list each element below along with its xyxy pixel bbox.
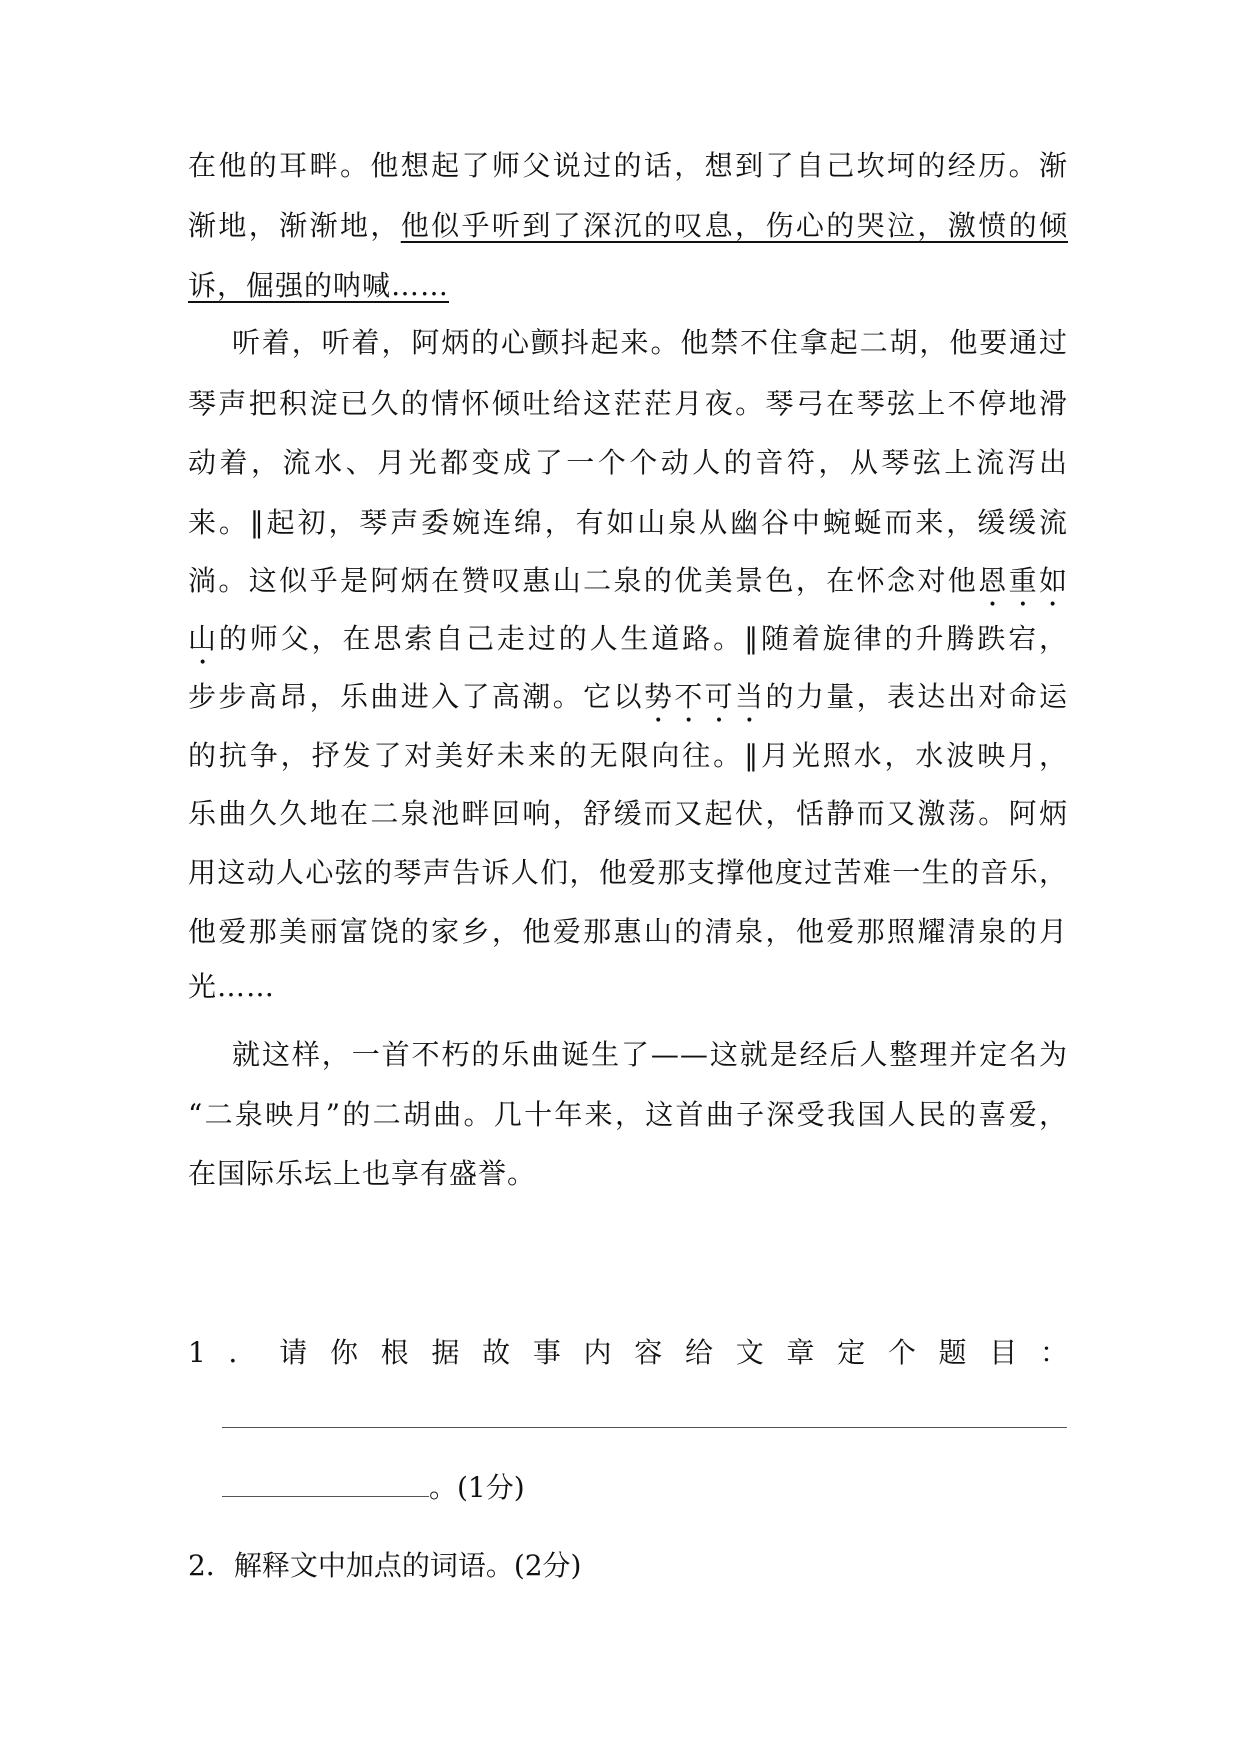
passage-line (188, 1095, 1068, 1135)
text-run: 的力量，表达出对命运 (765, 680, 1068, 713)
text-run: 琴声把积淀已久的情怀倾吐给这茫茫月夜。琴弓在琴弦上不停地滑 (188, 387, 1068, 420)
passage-line (188, 146, 1068, 186)
text-run: 乐曲久久地在二泉池畔回响，舒缓而又起伏，恬静而又激荡。阿炳 (188, 797, 1068, 830)
text-run: 就这样，一首不朽的乐曲诞生了——这就是经后人整理并定名为 (232, 1038, 1068, 1071)
answer-line[interactable] (222, 1427, 1067, 1428)
passage-line (188, 853, 1068, 893)
text-run: 听着，听着，阿炳的心颤抖起来。他禁不住拿起二胡，他要通过 (232, 326, 1068, 359)
underlined-sentence: 他似乎听到了深沉的叹息，伤心的哭泣，激愤的倾 (400, 209, 1068, 242)
passage-line (188, 736, 1068, 776)
text-run: 渐地，渐渐地， (188, 209, 401, 242)
dotted-word: 山 (188, 622, 219, 655)
question-1: 1．请你根据故事内容给文章定个题目： (188, 1336, 1068, 1369)
text-run: 动着，流水、月光都变成了一个个动人的音符，从琴弦上流泻出 (188, 446, 1068, 479)
passage-line (232, 1035, 1068, 1075)
passage-line (188, 794, 1068, 834)
text-run: 的师父，在思索自己走过的人生道路。‖随着旋律的升腾跌宕， (218, 622, 1068, 655)
passage-line (232, 323, 1068, 363)
text-run: 在国际乐坛上也享有盛誉。 (188, 1157, 537, 1190)
text-run: 用这动人心弦的琴声告诉人们，他爱那支撑他度过苦难一生的音乐， (188, 856, 1068, 889)
passage-line (188, 443, 1068, 483)
passage-line (188, 561, 1068, 613)
passage-line (188, 967, 1068, 1007)
answer-line-2 (222, 1466, 525, 1508)
passage-line (188, 266, 1068, 306)
text-run: 步步高昂，乐曲进入了高潮。它以 (188, 680, 644, 713)
text-run: 淌。这似乎是阿炳在赞叹惠山二泉的优美景色，在怀念对他 (188, 564, 979, 597)
question-2: 2．解释文中加点的词语。(2分) (188, 1549, 582, 1582)
underlined-sentence: 诉，倔强的呐喊…… (188, 269, 450, 302)
passage-line (188, 206, 1068, 246)
passage-line (188, 677, 1068, 729)
answer-blank[interactable] (222, 1466, 429, 1497)
dotted-word: 恩重如 (978, 564, 1068, 597)
passage-line (188, 384, 1068, 424)
dotted-word: 势不可当 (643, 680, 766, 713)
text-run: 光…… (188, 970, 276, 1003)
passage-line (188, 503, 1068, 543)
text-run: “二泉映月”的二胡曲。几十年来，这首曲子深受我国人民的喜爱， (188, 1098, 1068, 1131)
text-run: 在他的耳畔。他想起了师父说过的话，想到了自己坎坷的经历。渐 (188, 149, 1068, 182)
passage-line (188, 619, 1068, 671)
passage-line (188, 1154, 1068, 1194)
text-run: 的抗争，抒发了对美好未来的无限向往。‖月光照水，水波映月， (188, 739, 1068, 772)
text-run: 来。‖起初，琴声委婉连绵，有如山泉从幽谷中蜿蜒而来，缓缓流 (188, 506, 1068, 539)
text-run: 他爱那美丽富饶的家乡，他爱那惠山的清泉，他爱那照耀清泉的月 (188, 915, 1068, 948)
passage-line (188, 912, 1068, 952)
question-1-score: 。(1分) (429, 1471, 525, 1504)
